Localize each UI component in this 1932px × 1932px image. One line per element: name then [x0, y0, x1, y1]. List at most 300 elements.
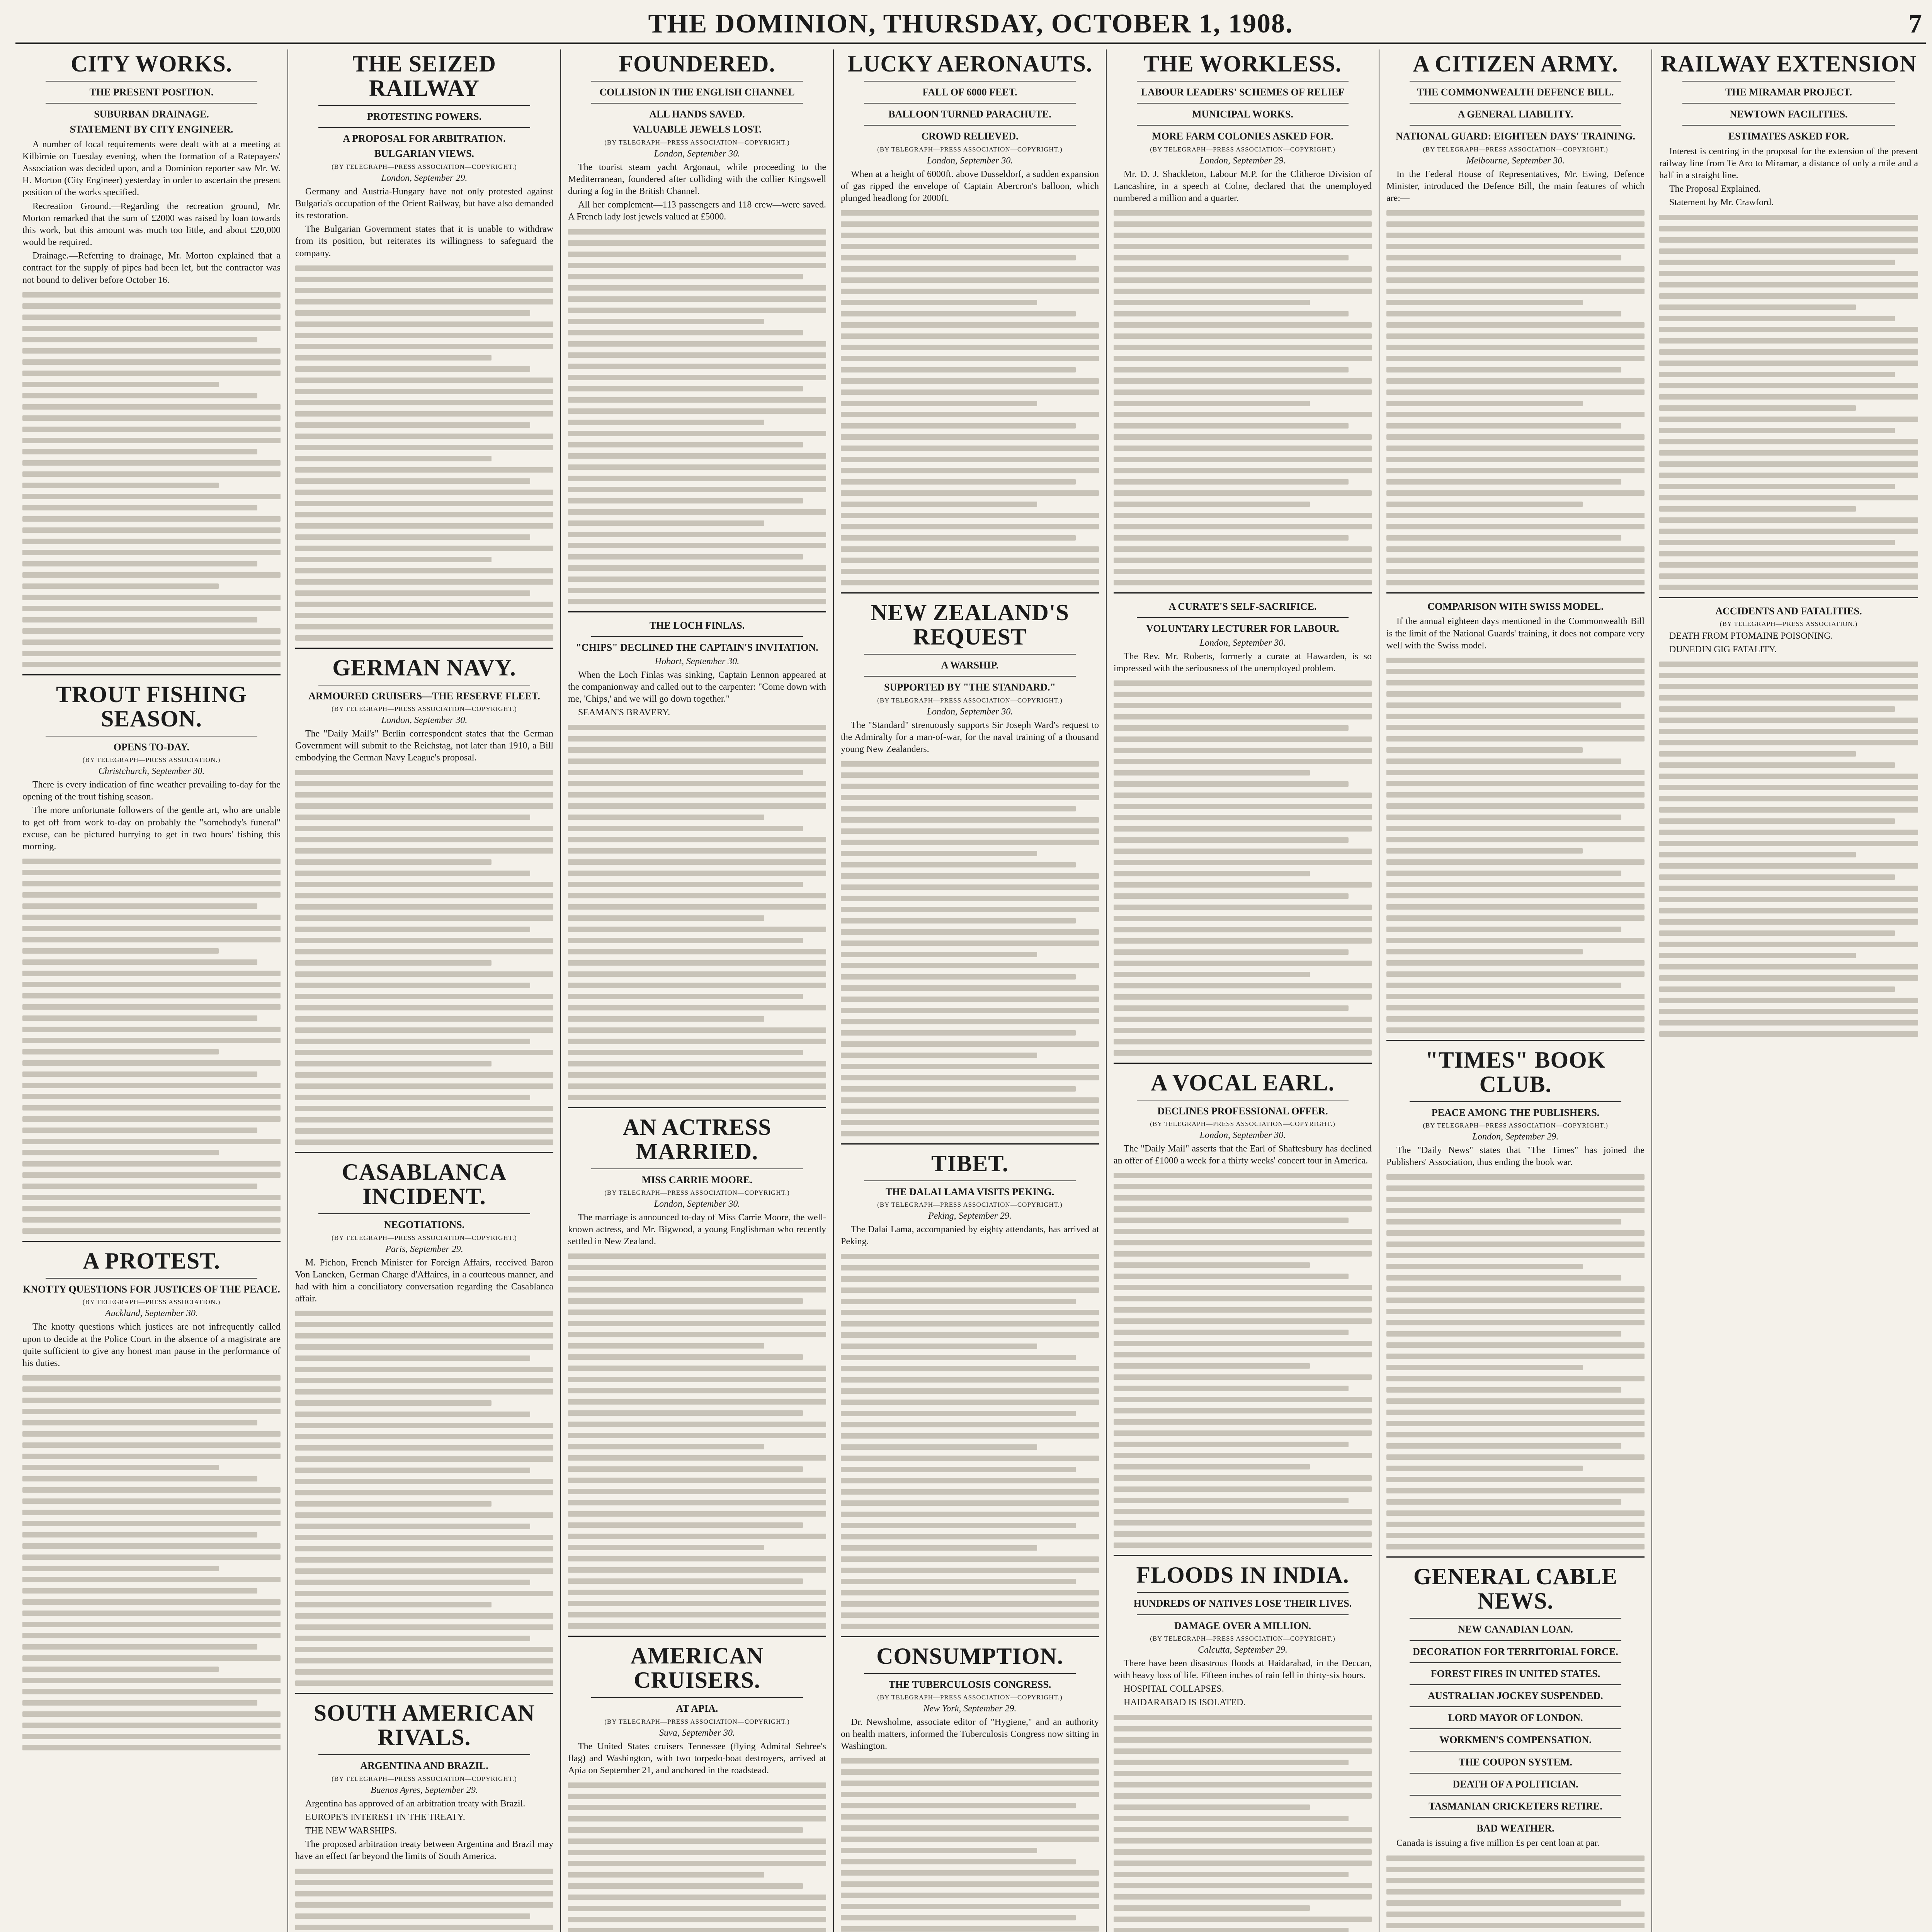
wire-credit: (BY TELEGRAPH—PRESS ASSOCIATION.)	[82, 756, 221, 764]
text-line	[1114, 1240, 1372, 1245]
text-line	[568, 871, 826, 876]
article	[1386, 52, 1645, 585]
article	[22, 674, 281, 1234]
text-line	[1386, 848, 1583, 854]
column-rule	[568, 1107, 826, 1108]
text-line	[295, 613, 553, 618]
text-line	[22, 561, 257, 566]
text-line	[22, 348, 281, 354]
text-line	[22, 337, 257, 342]
text-line	[22, 1150, 219, 1155]
text-line	[568, 1794, 826, 1799]
text-line	[22, 1599, 281, 1605]
article-subhead: PROTESTING POWERS.	[367, 111, 482, 122]
text-line	[1659, 942, 1918, 947]
text-line	[568, 476, 826, 481]
text-line	[295, 590, 530, 596]
body-text-lines	[841, 761, 1099, 1136]
text-line	[22, 1588, 257, 1594]
text-line	[841, 1500, 1099, 1506]
paragraph: SEAMAN'S BRAVERY.	[578, 707, 670, 718]
article	[841, 1636, 1099, 1932]
text-line	[1386, 871, 1621, 876]
paragraph: The United States cruisers Tennessee (flying Admiral Sebree's flag) and Washington, with two torpedo-boat destroyers, arrived at Apia on September 21, and anchored in the roadstead.	[568, 1741, 826, 1776]
text-line	[1659, 762, 1895, 768]
article	[295, 648, 553, 1145]
text-line	[1659, 349, 1918, 355]
text-line	[1386, 244, 1645, 249]
text-line	[841, 1411, 1076, 1416]
article-subhead: SUBURBAN DRAINAGE.	[94, 109, 209, 120]
text-line	[295, 1456, 553, 1462]
text-line	[841, 221, 1099, 227]
paragraph: HOSPITAL COLLAPSES.	[1124, 1684, 1224, 1694]
text-line	[22, 292, 281, 298]
text-line	[841, 401, 1037, 406]
article-headline: CASABLANCA INCIDENT.	[342, 1159, 507, 1209]
text-line	[22, 1700, 257, 1706]
article-headline: GERMAN NAVY.	[332, 655, 516, 680]
text-line	[841, 558, 1099, 563]
text-line	[22, 404, 281, 410]
text-line	[841, 378, 1099, 384]
article-headline: THE SEIZED RAILWAY	[352, 51, 496, 101]
text-line	[841, 817, 1099, 823]
text-line	[22, 539, 281, 544]
body-text-lines	[295, 770, 553, 1145]
text-line	[568, 826, 803, 831]
text-line	[568, 431, 826, 436]
text-line	[295, 1468, 530, 1473]
paragraph: The "Daily News" states that "The Times" has joined the Publishers' Association, thus ending the book war.	[1386, 1145, 1645, 1168]
sub-rule	[1410, 103, 1621, 104]
text-line	[1114, 1374, 1372, 1380]
wire-credit: (BY TELEGRAPH—PRESS ASSOCIATION—COPYRIGHT.)	[877, 145, 1063, 153]
dateline: Melbourne, September 30.	[1466, 155, 1565, 166]
text-line	[22, 1611, 281, 1616]
text-line	[1386, 1533, 1645, 1538]
text-line	[295, 1490, 553, 1495]
paragraph: The Bulgarian Government states that it is unable to withdraw from its position, but reiterates its willingness to safeguard the company.	[295, 224, 553, 259]
text-line	[22, 870, 281, 875]
paragraph: There have been disastrous floods at Haidarabad, in the Deccan, with heavy loss of life. Fifteen inches of rain fell in thirty-six hours.	[1114, 1658, 1372, 1680]
text-line	[1114, 378, 1372, 384]
text-line	[1386, 210, 1645, 216]
text-line	[568, 263, 826, 268]
text-line	[1386, 714, 1645, 719]
text-line	[841, 1332, 1099, 1338]
text-line	[295, 826, 553, 831]
paragraph: When at a height of 6000ft. above Dusseldorf, a sudden expansion of gas ripped the envelope of Captain Abercron's balloon, which plunged headlong for 2000ft.	[841, 169, 1099, 203]
text-line	[295, 1647, 553, 1652]
text-line	[1386, 266, 1645, 272]
text-line	[22, 1734, 281, 1739]
text-line	[295, 501, 553, 506]
text-line	[841, 468, 1099, 473]
text-line	[841, 1053, 1037, 1058]
text-line	[568, 927, 826, 932]
text-line	[22, 959, 257, 965]
text-line	[22, 1655, 281, 1661]
text-line	[1386, 289, 1645, 294]
text-line	[1114, 1206, 1372, 1212]
text-line	[841, 1254, 1099, 1259]
text-line	[1114, 849, 1372, 854]
sub-rule	[864, 1180, 1076, 1181]
text-line	[568, 983, 826, 988]
wire-credit: (BY TELEGRAPH—PRESS ASSOCIATION—COPYRIGHT.)	[877, 1201, 1063, 1209]
text-line	[1659, 361, 1918, 366]
article	[1659, 52, 1918, 590]
text-line	[1386, 356, 1645, 361]
text-line	[22, 505, 257, 510]
text-line	[295, 1050, 553, 1055]
text-line	[295, 411, 553, 417]
text-line	[1659, 818, 1895, 824]
text-line	[22, 1711, 281, 1717]
text-line	[1386, 300, 1583, 305]
dateline: London, September 30.	[1199, 638, 1286, 648]
text-line	[22, 393, 257, 398]
text-line	[841, 1601, 1099, 1607]
text-line	[1114, 1928, 1349, 1932]
text-line	[568, 1366, 826, 1371]
text-line	[841, 1355, 1076, 1360]
text-line	[1114, 1917, 1372, 1922]
article-subhead: DEATH OF A POLITICIAN.	[1452, 1778, 1578, 1790]
text-line	[568, 1861, 826, 1866]
text-line	[22, 371, 281, 376]
text-line	[568, 1095, 826, 1100]
text-line	[1659, 886, 1918, 891]
text-line	[568, 1511, 826, 1517]
text-line	[568, 1433, 826, 1438]
text-line	[295, 422, 530, 428]
text-line	[1386, 1242, 1645, 1247]
text-line	[1386, 803, 1645, 809]
dateline: London, September 30.	[654, 148, 740, 159]
article-headline: LUCKY AERONAUTS.	[847, 51, 1092, 77]
text-line	[1114, 277, 1372, 283]
dateline: London, September 29.	[1199, 155, 1286, 166]
text-line	[22, 1678, 281, 1683]
text-line	[568, 759, 826, 764]
text-line	[295, 1869, 553, 1874]
text-line	[1386, 1510, 1645, 1516]
text-line	[1386, 1499, 1621, 1505]
text-line	[1386, 1219, 1621, 1225]
text-line	[1659, 774, 1918, 779]
text-line	[568, 352, 826, 358]
text-line	[1114, 1184, 1372, 1189]
paragraph: THE NEW WARSHIPS.	[305, 1825, 397, 1836]
article-intro: VALUABLE JEWELS LOST.	[633, 124, 762, 135]
paragraph: The proposed arbitration treaty between Argentina and Brazil may have an effect far beyond the limits of South America.	[295, 1839, 553, 1862]
text-line	[1114, 1285, 1372, 1290]
text-line	[1659, 304, 1856, 310]
article-headline: FLOODS IN INDIA.	[1136, 1562, 1349, 1588]
text-line	[1659, 998, 1918, 1003]
paragraph: There is every indication of fine weather prevailing to-day for the opening of the trout fishing season.	[22, 780, 281, 802]
text-line	[295, 277, 553, 282]
text-line	[295, 1434, 553, 1439]
text-line	[1114, 1386, 1349, 1391]
text-line	[1114, 1861, 1372, 1866]
dateline: London, September 30.	[927, 155, 1013, 166]
text-line	[841, 546, 1099, 552]
text-line	[1114, 1050, 1372, 1056]
text-line	[1386, 949, 1583, 954]
article-subhead: ESTIMATES ASKED FOR.	[1728, 131, 1849, 142]
text-line	[295, 792, 553, 798]
text-line	[568, 1332, 826, 1337]
text-line	[841, 1433, 1099, 1439]
text-line	[568, 1567, 826, 1573]
text-line	[1386, 680, 1645, 685]
text-line	[1659, 573, 1918, 579]
text-line	[1114, 826, 1372, 832]
text-line	[295, 1083, 553, 1089]
text-line	[295, 938, 553, 943]
text-line	[841, 580, 1099, 585]
text-line	[295, 1061, 492, 1066]
text-line	[568, 1287, 826, 1293]
text-line	[841, 1926, 1099, 1932]
text-line	[22, 1633, 281, 1638]
sub-rule	[591, 636, 803, 637]
dateline: Suva, September 30.	[659, 1728, 735, 1738]
article-subhead: NEGOTIATIONS.	[384, 1219, 465, 1231]
dateline: Christchurch, September 30.	[98, 766, 205, 776]
text-line	[841, 502, 1037, 507]
text-line	[841, 1534, 1099, 1539]
body-text-lines	[22, 292, 281, 667]
text-line	[295, 579, 553, 585]
text-line	[568, 453, 826, 459]
text-line	[1114, 322, 1372, 328]
text-line	[841, 1792, 1099, 1797]
sub-rule	[1410, 1728, 1621, 1729]
text-line	[568, 1827, 803, 1833]
text-line	[841, 918, 1076, 923]
text-line	[841, 1881, 1099, 1887]
text-line	[841, 985, 1099, 991]
article-subhead: ACCIDENTS AND FATALITIES.	[1715, 605, 1862, 617]
text-line	[1659, 1020, 1918, 1026]
text-line	[22, 382, 219, 387]
text-line	[568, 994, 803, 999]
wire-credit: (BY TELEGRAPH—PRESS ASSOCIATION—COPYRIGHT.)	[332, 705, 517, 713]
text-line	[841, 1321, 1099, 1327]
text-line	[22, 1487, 281, 1493]
text-line	[1386, 1005, 1645, 1010]
article-subhead: "CHIPS" DECLINED THE CAPTAIN'S INVITATION.	[576, 641, 818, 653]
text-line	[568, 285, 826, 291]
text-line	[1386, 837, 1645, 842]
text-line	[22, 1386, 281, 1392]
text-line	[1659, 953, 1856, 958]
text-line	[1114, 1251, 1372, 1257]
text-line	[1386, 446, 1645, 451]
sub-rule	[1682, 81, 1895, 82]
text-line	[22, 1554, 281, 1560]
column-rule	[1114, 592, 1372, 594]
text-line	[568, 960, 826, 966]
article-subhead: DECLINES PROFESSIONAL OFFER.	[1157, 1105, 1328, 1117]
article-subhead: WORKMEN'S COMPENSATION.	[1439, 1734, 1592, 1746]
wire-credit: (BY TELEGRAPH—PRESS ASSOCIATION.)	[1719, 620, 1858, 628]
article	[1114, 52, 1372, 585]
text-line	[1114, 367, 1349, 372]
column-rule	[1114, 1063, 1372, 1064]
sub-rule	[1410, 1618, 1621, 1619]
text-line	[841, 1825, 1099, 1831]
text-line	[1386, 882, 1645, 887]
article-subhead: A PROPOSAL FOR ARBITRATION.	[343, 133, 506, 145]
text-line	[1659, 226, 1918, 231]
text-line	[568, 1601, 826, 1606]
text-line	[841, 761, 1099, 767]
text-line	[1659, 551, 1918, 556]
text-line	[568, 1265, 826, 1270]
body-text-lines	[295, 265, 553, 641]
text-line	[568, 815, 764, 820]
text-line	[22, 903, 257, 909]
text-line	[841, 1131, 1099, 1136]
text-line	[1114, 1793, 1372, 1799]
dateline: London, September 29.	[1472, 1132, 1559, 1142]
text-line	[1659, 260, 1895, 265]
text-line	[1114, 1341, 1372, 1346]
text-line	[841, 1556, 1099, 1562]
sub-rule	[1137, 1592, 1349, 1593]
text-line	[1386, 1387, 1621, 1393]
wire-credit: (BY TELEGRAPH—PRESS ASSOCIATION—COPYRIGHT.)	[604, 1189, 790, 1196]
column-rule	[568, 1636, 826, 1637]
text-line	[1386, 1027, 1645, 1033]
text-line	[841, 873, 1099, 879]
text-line	[568, 1072, 826, 1078]
text-line	[295, 859, 492, 865]
text-line	[1659, 874, 1895, 880]
article-subhead: A GENERAL LIABILITY.	[1458, 109, 1573, 120]
text-line	[841, 1478, 1099, 1483]
body-text-lines	[1659, 215, 1918, 590]
text-line	[295, 445, 553, 450]
text-line	[1386, 859, 1645, 865]
text-line	[841, 1814, 1099, 1820]
text-line	[1386, 1331, 1621, 1337]
text-line	[1659, 785, 1918, 790]
column-4	[834, 49, 1107, 1932]
text-line	[841, 1299, 1076, 1304]
text-line	[841, 1848, 1037, 1853]
text-line	[568, 274, 803, 279]
text-line	[1114, 860, 1372, 865]
text-line	[1386, 1432, 1645, 1437]
text-line	[568, 252, 826, 257]
text-line	[1114, 1430, 1372, 1436]
text-line	[1114, 1883, 1372, 1888]
article-headline: TIBET.	[931, 1151, 1009, 1177]
article	[22, 1241, 281, 1750]
text-line	[295, 1524, 530, 1529]
text-line	[1659, 807, 1918, 813]
text-line	[22, 1015, 257, 1021]
text-line	[568, 725, 826, 730]
text-line	[841, 1086, 1076, 1092]
text-line	[1114, 300, 1310, 305]
text-line	[1659, 237, 1918, 243]
wire-credit: (BY TELEGRAPH—PRESS ASSOCIATION—COPYRIGHT.)	[1423, 1122, 1608, 1129]
text-line	[295, 994, 553, 999]
text-line	[841, 1781, 1099, 1786]
text-line	[295, 1591, 553, 1596]
body-text-lines	[1114, 1173, 1372, 1548]
sub-rule	[46, 103, 257, 104]
paragraph: The "Daily Mail's" Berlin correspondent states that the German Government will submit to the Reichstag, not later than 1910, a Bill embodying the German Navy League's proposal.	[295, 728, 553, 763]
text-line	[841, 333, 1099, 339]
column-rule	[1386, 1556, 1645, 1558]
text-line	[568, 588, 826, 593]
text-line	[1386, 367, 1621, 372]
dateline: London, September 30.	[654, 1199, 740, 1209]
text-line	[568, 1253, 826, 1259]
text-line	[1114, 401, 1310, 406]
text-line	[1114, 1816, 1349, 1821]
text-line	[1114, 333, 1372, 339]
text-line	[1114, 1173, 1372, 1178]
text-line	[22, 303, 281, 309]
text-line	[841, 1388, 1099, 1394]
text-line	[568, 1016, 764, 1022]
text-line	[841, 1400, 1099, 1405]
text-line	[1114, 1543, 1372, 1548]
text-line	[22, 881, 281, 886]
sub-rule	[1682, 103, 1895, 104]
dateline: New York, September 29.	[923, 1703, 1017, 1714]
text-line	[295, 1355, 530, 1361]
text-line	[1386, 1889, 1645, 1895]
dateline: London, September 29.	[381, 173, 468, 183]
sub-rule	[591, 81, 803, 82]
text-line	[1114, 1464, 1310, 1469]
paragraph: Statement by Mr. Crawford.	[1669, 197, 1774, 208]
text-line	[568, 408, 826, 414]
text-line	[1114, 233, 1372, 238]
text-line	[22, 1476, 257, 1481]
text-line	[1114, 311, 1349, 316]
text-line	[568, 1816, 826, 1821]
text-line	[295, 960, 492, 966]
body-text-lines	[295, 1869, 553, 1932]
text-line	[568, 375, 826, 380]
text-line	[1659, 841, 1918, 846]
paragraph: Germany and Austria-Hungary have not only protested against Bulgaria's occupation of the Orient Railway, but have also demanded its restoration.	[295, 186, 553, 221]
text-line	[1386, 1376, 1645, 1381]
text-line	[295, 1400, 492, 1406]
text-line	[568, 386, 803, 391]
text-line	[841, 1579, 1076, 1584]
text-line	[1659, 517, 1918, 523]
text-line	[568, 1027, 826, 1033]
text-line	[841, 997, 1099, 1002]
text-line	[568, 330, 803, 335]
article-subhead: A WARSHIP.	[941, 660, 999, 671]
column-rule	[841, 592, 1099, 594]
text-line	[568, 848, 826, 854]
sub-rule	[864, 654, 1076, 655]
